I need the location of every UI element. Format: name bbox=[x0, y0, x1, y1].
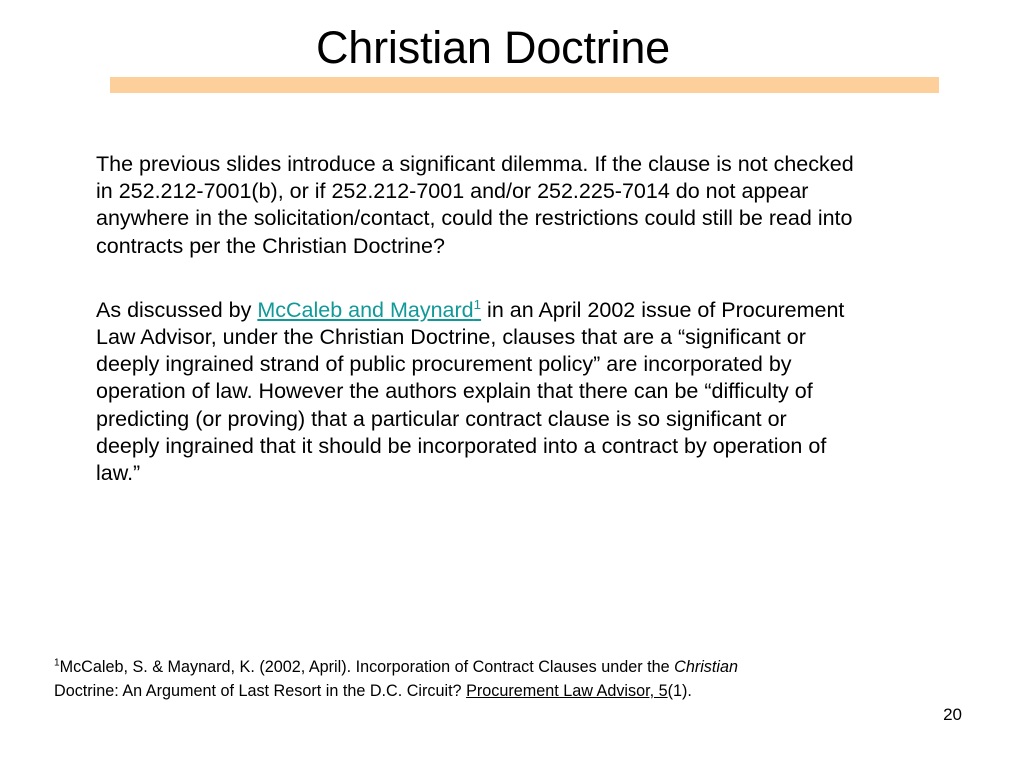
slide-body bbox=[96, 151, 856, 487]
footnote-text-1: McCaleb, S. & Maynard, K. (2002, April). Incorporation of Contract Clauses under the bbox=[59, 658, 675, 676]
paragraph2-suffix: in an April 2002 issue of Procurement Law Advisor, under the Christian Doctrine, clauses that are a “significant or deeply ingrained strand of public procurement policy” are incorporated by operation of law. However the authors explain that there can be “difficulty of predicting (or proving) that a particular contract clause is so significant or deeply ingrained that it should be incorporated into a contract by operation of law.” bbox=[96, 297, 845, 486]
paragraph-christian-doctrine bbox=[96, 297, 856, 487]
footnote-source: Procurement Law Advisor, 5 bbox=[466, 682, 668, 700]
slide-title: Christian Doctrine bbox=[315, 22, 671, 73]
paragraph-dilemma: The previous slides introduce a significant dilemma. If the clause is not checked in 252.212-7001(b), or if 252.212-7001 and/or 252.225-7014 do not appear anywhere in the solicitation/contact, could the restrictions could still be read into contracts per the Christian Doctrine? bbox=[96, 152, 854, 258]
footnote-citation bbox=[54, 655, 934, 703]
footnote-italic: Christian bbox=[674, 658, 738, 676]
mccaleb-maynard-link[interactable] bbox=[257, 298, 481, 322]
title-accent-bar bbox=[110, 77, 939, 93]
footnote-text-2: Doctrine: An Argument of Last Resort in the D.C. Circuit? bbox=[54, 682, 467, 700]
footnote bbox=[54, 655, 934, 703]
slide-number: 20 bbox=[943, 705, 962, 724]
footnote-marker: 1 bbox=[54, 657, 60, 669]
footnote-issue: (1). bbox=[667, 682, 692, 700]
paragraph2-prefix: As discussed by bbox=[96, 297, 258, 322]
link-text[interactable]: McCaleb and Maynard bbox=[257, 297, 474, 322]
link-footnote-marker[interactable]: 1 bbox=[473, 296, 482, 312]
